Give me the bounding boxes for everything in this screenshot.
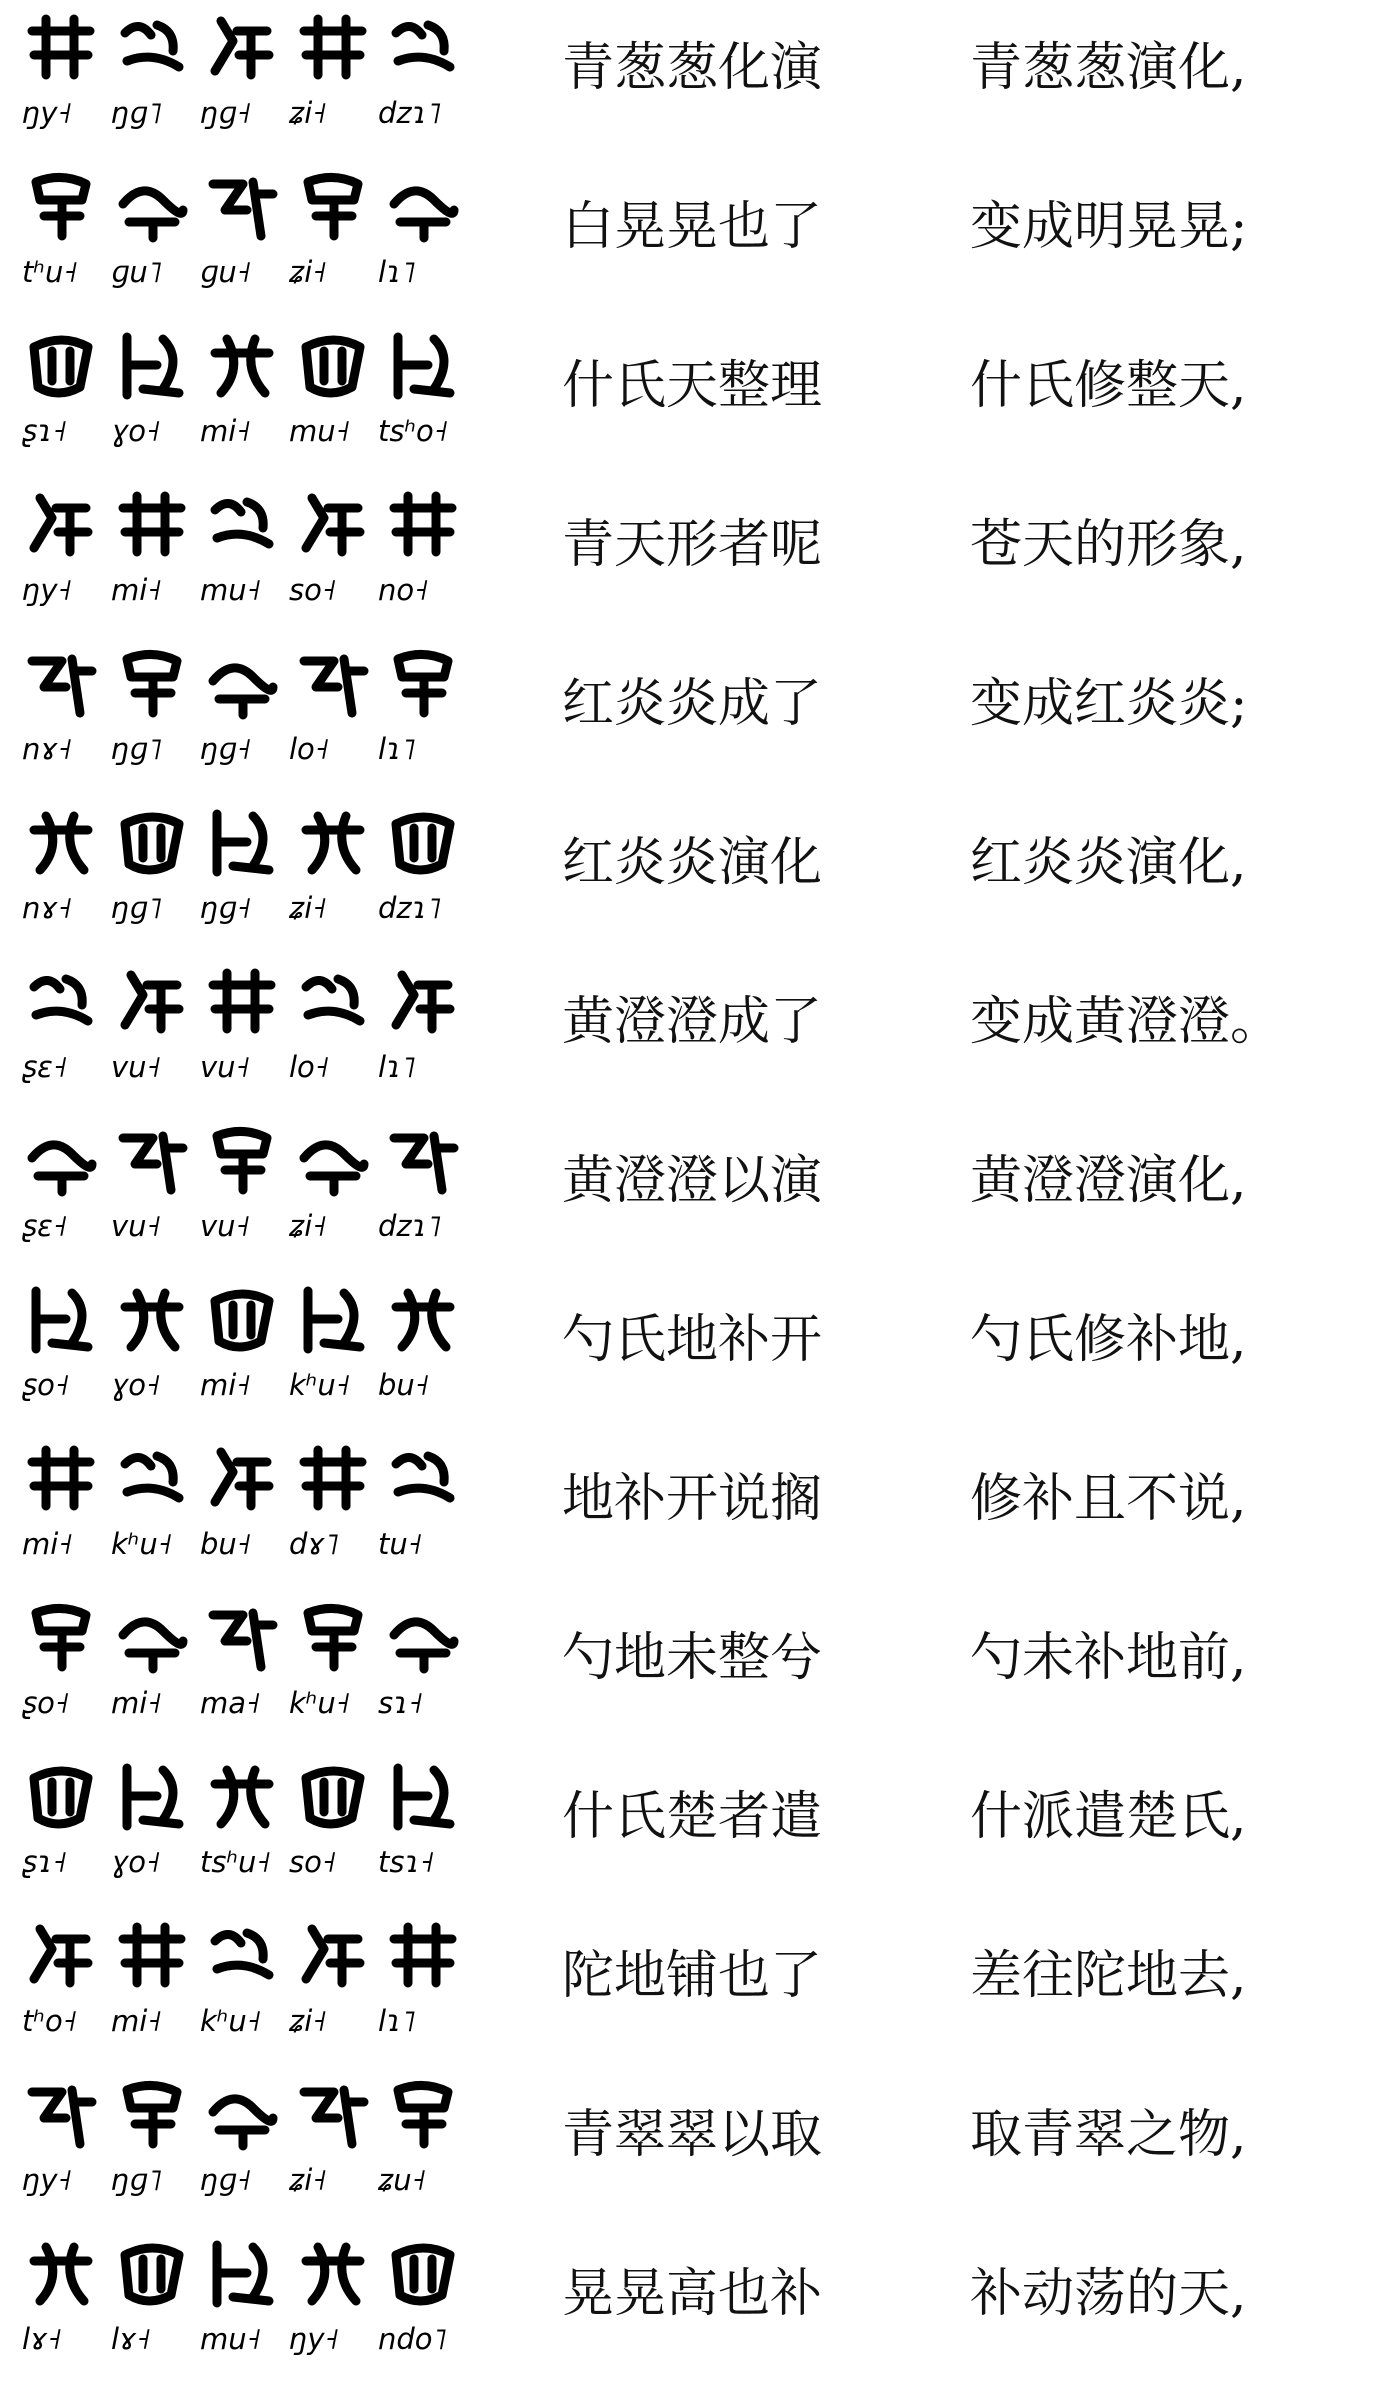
romanization-line (22, 408, 462, 454)
romanization-line (22, 885, 462, 931)
literal-transliteration: 什氏天整理 (562, 356, 823, 416)
romanization-syllable: ɡu˥ (111, 255, 163, 289)
literal-transliteration: 青翠翠以取 (562, 2105, 823, 2165)
literal-transliteration: 勺地未整兮 (562, 1628, 823, 1688)
romanization-syllable: ʑi˧ (289, 891, 327, 925)
romanization-syllable: lɿ˥ (378, 1050, 416, 1084)
yi-glyph (113, 965, 191, 1039)
romanization-syllable: ʑi˧ (289, 2004, 327, 2038)
yi-glyph (203, 11, 281, 85)
romanization-syllable: kʰu˧ (289, 1686, 351, 1720)
yi-glyph (294, 488, 372, 562)
yi-glyph (384, 170, 462, 244)
romanization-line (22, 1521, 462, 1567)
yi-glyph (22, 647, 100, 721)
yi-glyph (113, 329, 191, 403)
text-row (0, 2071, 1379, 2231)
yi-glyph (294, 647, 372, 721)
romanization-syllable: ŋɡ˥ (111, 891, 163, 925)
chinese-translation: 什派遣楚氏, (970, 1787, 1247, 1847)
yi-glyph-line (22, 1757, 462, 1837)
yi-glyph (22, 1124, 100, 1198)
romanization-syllable: ŋy˧ (22, 96, 72, 130)
romanization-syllable: ɡu˧ (200, 255, 252, 289)
yi-script-block (22, 1117, 462, 1277)
yi-glyph-line (22, 1598, 462, 1678)
yi-glyph (294, 1442, 372, 1516)
yi-glyph (384, 1601, 462, 1675)
yi-glyph (113, 1919, 191, 1993)
yi-glyph (384, 488, 462, 562)
yi-glyph (113, 2078, 191, 2152)
yi-glyph (203, 806, 281, 880)
romanization-syllable: kʰu˧ (200, 2004, 262, 2038)
text-row (0, 1117, 1379, 1277)
yi-glyph-line (22, 1916, 462, 1996)
yi-glyph (22, 170, 100, 244)
yi-glyph (113, 1442, 191, 1516)
romanization-syllable: sɿ˧ (378, 1686, 423, 1720)
romanization-syllable: ɣo˧ (111, 1845, 161, 1879)
yi-glyph (203, 2237, 281, 2311)
literal-transliteration: 红炎炎成了 (562, 674, 823, 734)
romanization-syllable: ʂɿ˧ (22, 414, 67, 448)
literal-transliteration: 勺氏地补开 (562, 1310, 823, 1370)
yi-glyph (294, 2078, 372, 2152)
romanization-syllable: ɣo˧ (111, 1368, 161, 1402)
yi-glyph (384, 1760, 462, 1834)
romanization-syllable: lɿ˥ (378, 732, 416, 766)
romanization-line (22, 1998, 462, 2044)
yi-glyph (384, 2237, 462, 2311)
yi-glyph (22, 1919, 100, 1993)
romanization-syllable: lɤ˧ (111, 2322, 151, 2356)
romanization-syllable: mi˧ (111, 2004, 162, 2038)
romanization-syllable: ʂo˧ (22, 1686, 70, 1720)
yi-glyph (113, 647, 191, 721)
text-row (0, 2230, 1379, 2390)
literal-transliteration: 晃晃高也补 (562, 2264, 823, 2324)
romanization-syllable: ŋɡ˥ (111, 732, 163, 766)
romanization-syllable: mi˧ (200, 414, 251, 448)
romanization-line (22, 1362, 462, 1408)
yi-glyph (384, 2078, 462, 2152)
literal-transliteration: 地补开说搁 (562, 1469, 823, 1529)
chinese-translation: 青葱葱演化, (970, 38, 1247, 98)
yi-script-block (22, 1276, 462, 1436)
chinese-translation: 修补且不说, (970, 1469, 1247, 1529)
romanization-syllable: ŋɡ˧ (200, 891, 252, 925)
yi-glyph (294, 11, 372, 85)
romanization-syllable: dzɿ˥ (378, 96, 442, 130)
romanization-syllable: dzɿ˥ (378, 891, 442, 925)
yi-script-block (22, 640, 462, 800)
yi-glyph (203, 1919, 281, 1993)
yi-glyph (294, 329, 372, 403)
yi-glyph (384, 1283, 462, 1357)
yi-glyph-line (22, 2075, 462, 2155)
literal-transliteration: 什氏楚者遣 (562, 1787, 823, 1847)
yi-glyph (203, 647, 281, 721)
romanization-line (22, 1839, 462, 1885)
yi-glyph (294, 806, 372, 880)
romanization-syllable: kʰu˧ (289, 1368, 351, 1402)
romanization-syllable: ʑi˧ (289, 255, 327, 289)
romanization-syllable: ndo˥ (378, 2322, 447, 2356)
romanization-syllable: vu˧ (111, 1050, 161, 1084)
romanization-syllable: mi˧ (200, 1368, 251, 1402)
romanization-line (22, 1203, 462, 1249)
chinese-translation: 什氏修整天, (970, 356, 1247, 416)
romanization-line (22, 90, 462, 136)
yi-script-block (22, 2230, 462, 2390)
yi-glyph (294, 1919, 372, 1993)
yi-glyph (203, 1283, 281, 1357)
romanization-syllable: ʑi˧ (289, 96, 327, 130)
romanization-syllable: mi˧ (111, 1686, 162, 1720)
text-row (0, 1912, 1379, 2072)
yi-glyph (203, 1124, 281, 1198)
yi-glyph (203, 1760, 281, 1834)
romanization-syllable: vu˧ (200, 1050, 250, 1084)
romanization-syllable: vu˧ (200, 1209, 250, 1243)
yi-glyph-line (22, 8, 462, 88)
yi-glyph (294, 1124, 372, 1198)
yi-glyph (203, 1442, 281, 1516)
yi-glyph (113, 1283, 191, 1357)
romanization-syllable: lɤ˧ (22, 2322, 62, 2356)
romanization-syllable: ʂɿ˧ (22, 1845, 67, 1879)
romanization-syllable: mu˧ (200, 2322, 261, 2356)
romanization-syllable: tu˧ (378, 1527, 423, 1561)
yi-glyph-line (22, 1121, 462, 1201)
yi-glyph (203, 965, 281, 1039)
romanization-syllable: lo˧ (289, 732, 330, 766)
yi-glyph-line (22, 1280, 462, 1360)
yi-glyph (294, 2237, 372, 2311)
romanization-syllable: ʂo˧ (22, 1368, 70, 1402)
yi-glyph (22, 2237, 100, 2311)
romanization-syllable: lɿ˥ (378, 2004, 416, 2038)
romanization-syllable: mi˧ (22, 1527, 73, 1561)
yi-glyph (294, 965, 372, 1039)
text-row (0, 1753, 1379, 1913)
romanization-syllable: ŋɡ˥ (111, 96, 163, 130)
romanization-syllable: so˧ (289, 1845, 337, 1879)
yi-script-block (22, 322, 462, 482)
text-row (0, 322, 1379, 482)
romanization-syllable: nɤ˧ (22, 732, 72, 766)
romanization-syllable: ŋɡ˧ (200, 732, 252, 766)
chinese-translation: 补动荡的天, (970, 2264, 1247, 2324)
romanization-syllable: lɿ˥ (378, 255, 416, 289)
romanization-syllable: ŋy˧ (22, 573, 72, 607)
yi-glyph (384, 806, 462, 880)
yi-glyph (203, 2078, 281, 2152)
yi-glyph-line (22, 167, 462, 247)
romanization-syllable: ʑi˧ (289, 1209, 327, 1243)
text-row (0, 640, 1379, 800)
romanization-line (22, 567, 462, 613)
yi-glyph-line (22, 326, 462, 406)
romanization-syllable: ɣo˧ (111, 414, 161, 448)
yi-glyph (203, 170, 281, 244)
chinese-translation: 差往陀地去, (970, 1946, 1247, 2006)
romanization-syllable: vu˧ (111, 1209, 161, 1243)
yi-glyph-line (22, 2234, 462, 2314)
literal-transliteration: 黄澄澄成了 (562, 992, 823, 1052)
yi-script-block (22, 1753, 462, 1913)
text-row (0, 163, 1379, 323)
yi-script-block (22, 1435, 462, 1595)
yi-glyph (113, 170, 191, 244)
yi-glyph (113, 1601, 191, 1675)
yi-glyph (203, 488, 281, 562)
yi-glyph (384, 1919, 462, 1993)
yi-glyph (294, 1601, 372, 1675)
text-row (0, 1435, 1379, 1595)
yi-glyph (384, 965, 462, 1039)
chinese-translation: 勺氏修补地, (970, 1310, 1247, 1370)
yi-glyph (294, 1283, 372, 1357)
literal-transliteration: 红炎炎演化 (562, 833, 823, 893)
text-row (0, 4, 1379, 164)
romanization-syllable: mi˧ (111, 573, 162, 607)
romanization-syllable: tsɿ˧ (378, 1845, 435, 1879)
yi-glyph (203, 329, 281, 403)
chinese-translation: 勺未补地前, (970, 1628, 1247, 1688)
yi-glyph (384, 11, 462, 85)
yi-glyph-line (22, 485, 462, 565)
yi-glyph (22, 1283, 100, 1357)
literal-transliteration: 白晃晃也了 (562, 197, 823, 257)
chinese-translation: 苍天的形象, (970, 515, 1247, 575)
yi-script-block (22, 1594, 462, 1754)
romanization-syllable: tsʰu˧ (200, 1845, 271, 1879)
yi-glyph (22, 1601, 100, 1675)
romanization-syllable: so˧ (289, 573, 337, 607)
yi-glyph (113, 1124, 191, 1198)
yi-glyph (22, 1760, 100, 1834)
yi-glyph-line (22, 1439, 462, 1519)
romanization-syllable: dɤ˥ (289, 1527, 339, 1561)
romanization-line (22, 2157, 462, 2203)
romanization-syllable: tʰu˧ (22, 255, 78, 289)
yi-glyph (22, 329, 100, 403)
yi-glyph (384, 1124, 462, 1198)
romanization-syllable: ŋy˧ (289, 2322, 339, 2356)
chinese-translation: 变成黄澄澄。 (970, 992, 1283, 1052)
yi-glyph-line (22, 803, 462, 883)
yi-script-block (22, 481, 462, 641)
romanization-line (22, 726, 462, 772)
yi-glyph (384, 329, 462, 403)
romanization-syllable: ʑi˧ (289, 2163, 327, 2197)
romanization-line (22, 1044, 462, 1090)
text-row (0, 1594, 1379, 1754)
romanization-syllable: mu˧ (289, 414, 350, 448)
romanization-syllable: ŋɡ˧ (200, 96, 252, 130)
yi-glyph (22, 1442, 100, 1516)
text-row (0, 799, 1379, 959)
romanization-syllable: ʂɛ˧ (22, 1209, 68, 1243)
yi-glyph (203, 1601, 281, 1675)
literal-transliteration: 陀地铺也了 (562, 1946, 823, 2006)
yi-glyph (384, 1442, 462, 1516)
romanization-syllable: ma˧ (200, 1686, 261, 1720)
yi-glyph (113, 1760, 191, 1834)
yi-script-block (22, 163, 462, 323)
chinese-translation: 取青翠之物, (970, 2105, 1247, 2165)
literal-transliteration: 青天形者呢 (562, 515, 823, 575)
romanization-syllable: ʑu˧ (378, 2163, 426, 2197)
yi-glyph (22, 488, 100, 562)
yi-glyph (22, 11, 100, 85)
yi-glyph (22, 2078, 100, 2152)
romanization-syllable: ʂɛ˧ (22, 1050, 68, 1084)
romanization-syllable: kʰu˧ (111, 1527, 173, 1561)
yi-glyph (113, 806, 191, 880)
romanization-syllable: tsʰo˧ (378, 414, 449, 448)
yi-glyph (113, 2237, 191, 2311)
yi-glyph (294, 170, 372, 244)
romanization-line (22, 2316, 462, 2362)
text-row (0, 481, 1379, 641)
chinese-translation: 黄澄澄演化, (970, 1151, 1247, 1211)
romanization-line (22, 1680, 462, 1726)
yi-glyph-line (22, 962, 462, 1042)
literal-transliteration: 青葱葱化演 (562, 38, 823, 98)
yi-glyph (113, 11, 191, 85)
yi-script-block (22, 1912, 462, 2072)
romanization-syllable: mu˧ (200, 573, 261, 607)
yi-glyph-line (22, 644, 462, 724)
romanization-line (22, 249, 462, 295)
yi-script-block (22, 799, 462, 959)
yi-script-block (22, 958, 462, 1118)
romanization-syllable: bu˧ (378, 1368, 430, 1402)
romanization-syllable: nɤ˧ (22, 891, 72, 925)
romanization-syllable: ŋɡ˥ (111, 2163, 163, 2197)
literal-transliteration: 黄澄澄以演 (562, 1151, 823, 1211)
yi-script-block (22, 4, 462, 164)
chinese-translation: 变成红炎炎; (970, 674, 1248, 734)
chinese-translation: 变成明晃晃; (970, 197, 1248, 257)
yi-glyph (22, 806, 100, 880)
text-row (0, 958, 1379, 1118)
yi-glyph (113, 488, 191, 562)
text-row (0, 1276, 1379, 1436)
romanization-syllable: no˧ (378, 573, 429, 607)
chinese-translation: 红炎炎演化, (970, 833, 1247, 893)
romanization-syllable: bu˧ (200, 1527, 252, 1561)
romanization-syllable: ŋy˧ (22, 2163, 72, 2197)
yi-glyph (294, 1760, 372, 1834)
yi-glyph (384, 647, 462, 721)
yi-script-block (22, 2071, 462, 2231)
romanization-syllable: tʰo˧ (22, 2004, 77, 2038)
romanization-syllable: lo˧ (289, 1050, 330, 1084)
romanization-syllable: ŋɡ˧ (200, 2163, 252, 2197)
romanization-syllable: dzɿ˥ (378, 1209, 442, 1243)
yi-glyph (22, 965, 100, 1039)
